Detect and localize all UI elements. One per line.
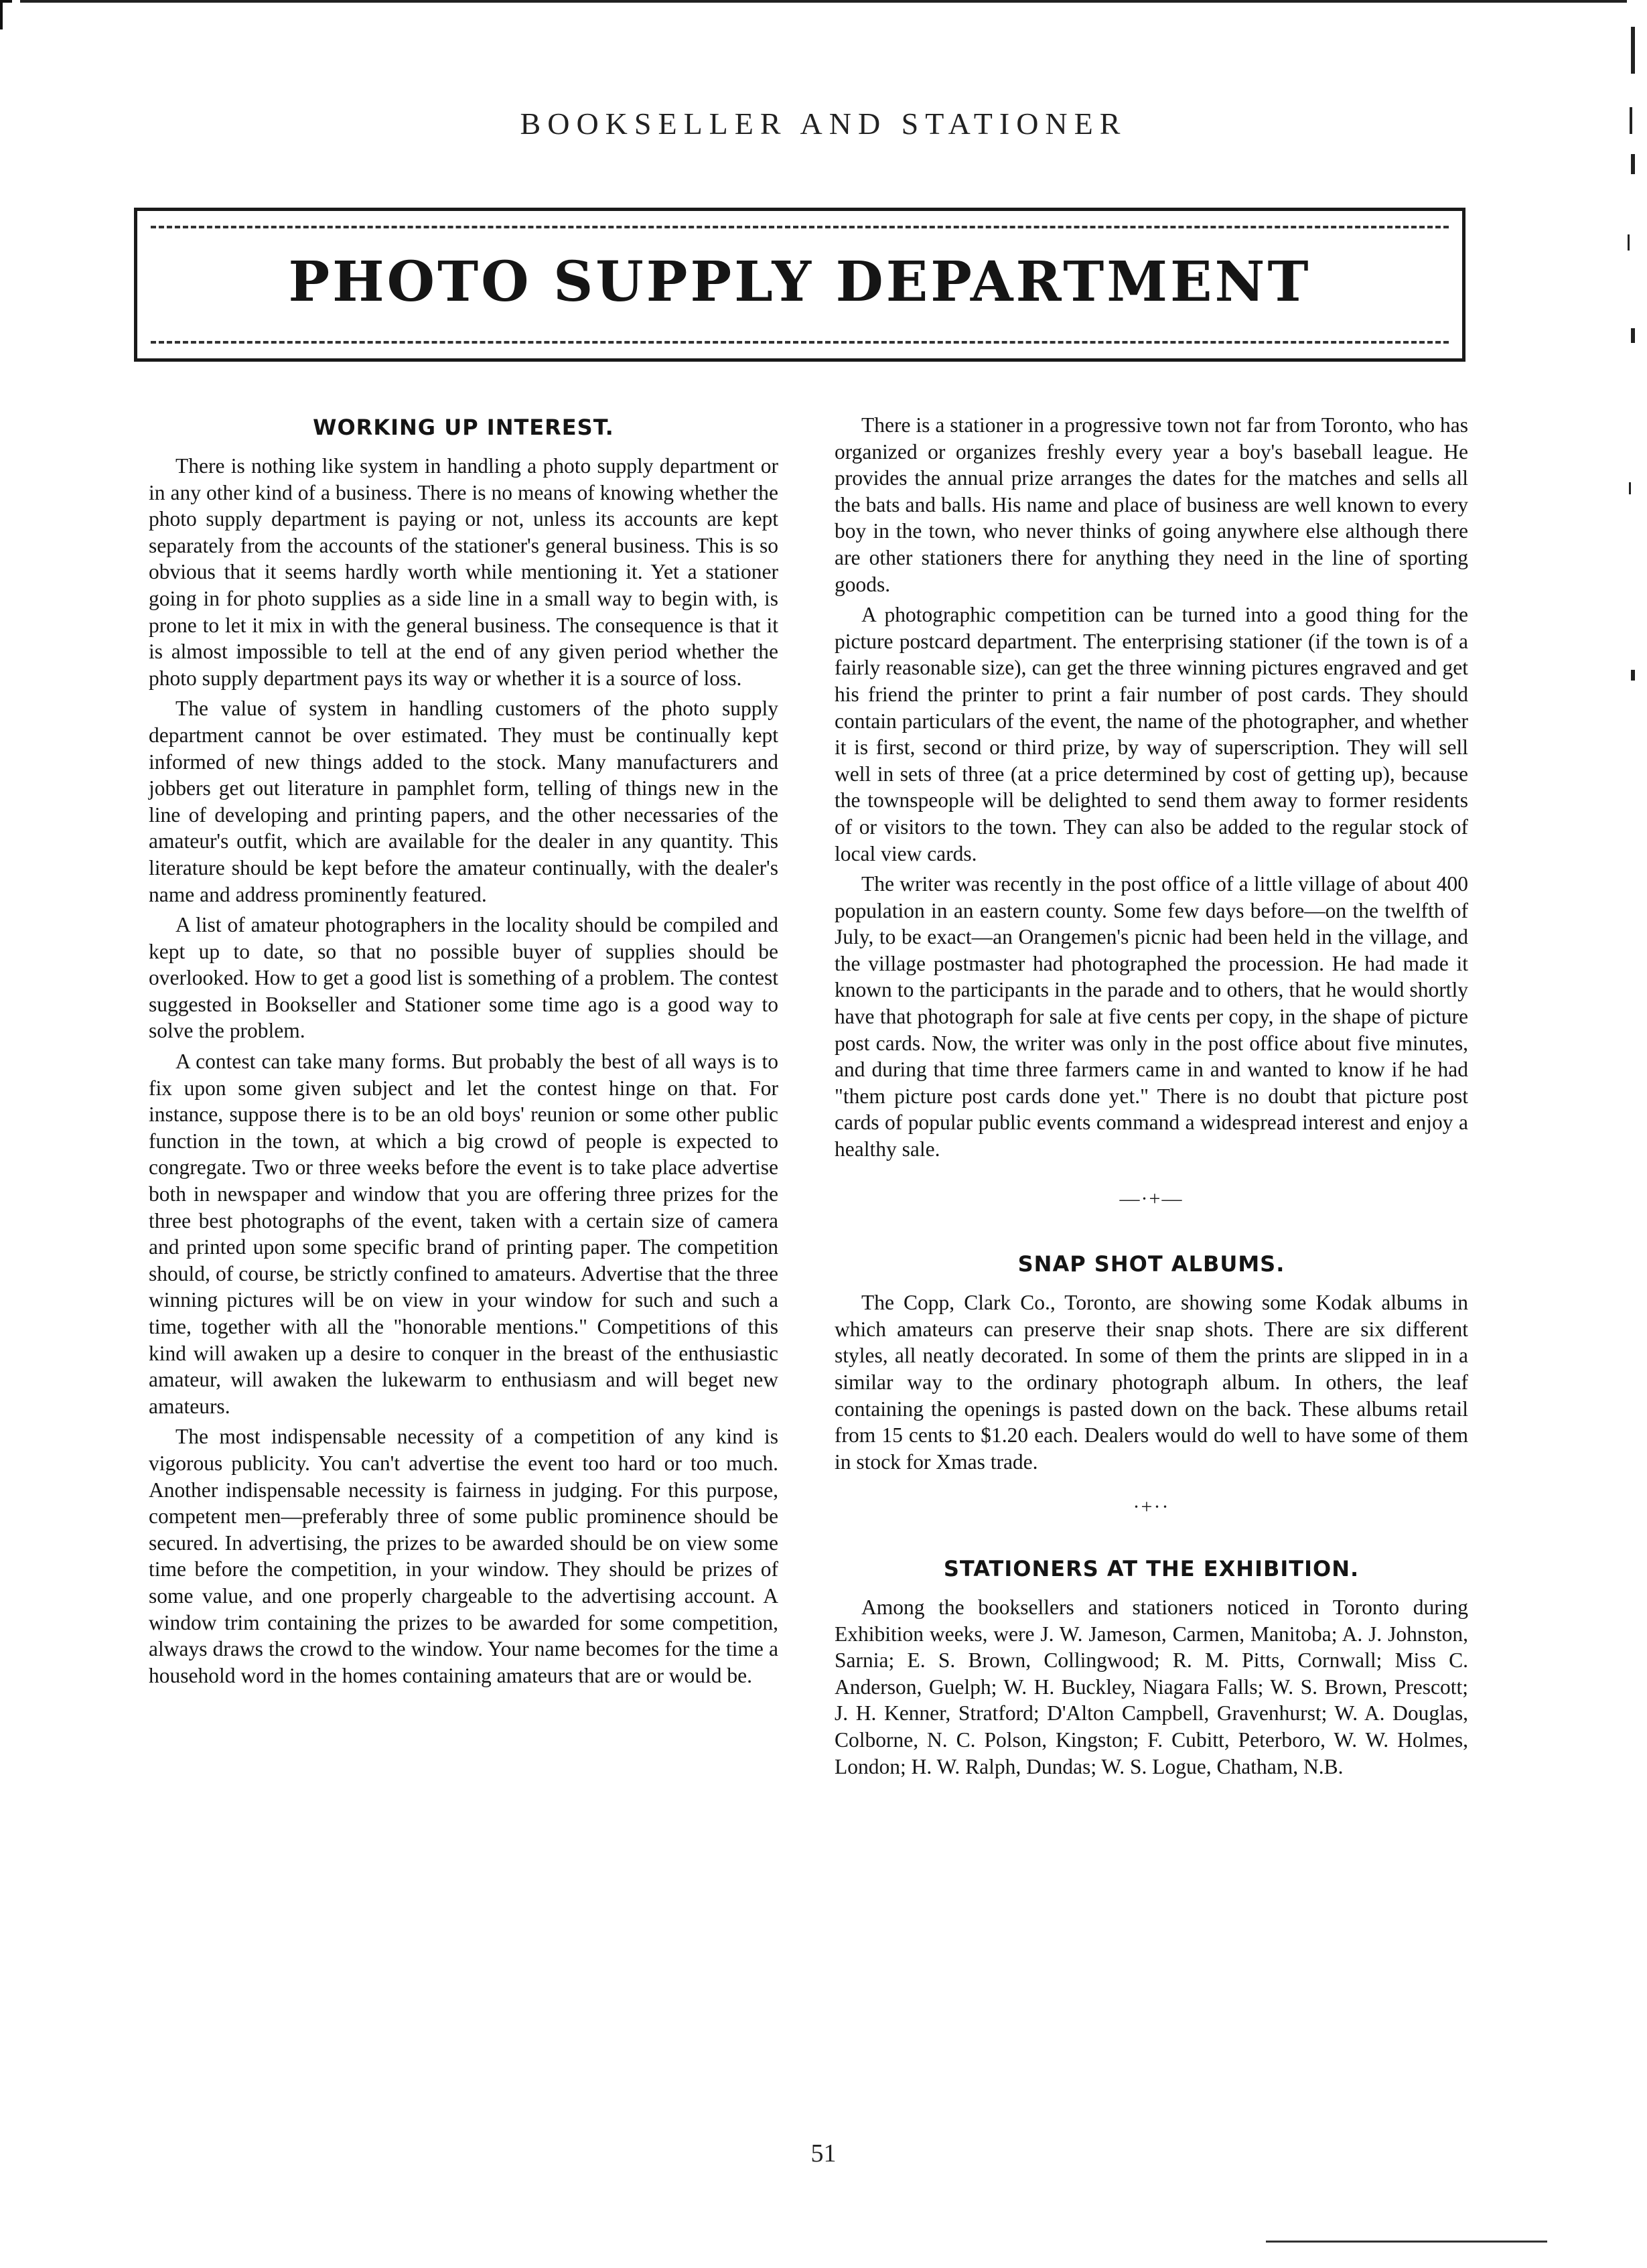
paragraph: There is a stationer in a progressive town not far from Toronto, who has organized or organizes freshly every year a boy's baseball league. He provides the annual prize arranges the dates for the matches and sells all the bats and balls. His name and place of business are well known to every boy in the town, who never thinks of going anywhere else although there are other stationers there for anything they need in the line of sporting goods. — [835, 413, 1468, 596]
top-edge-rule — [20, 0, 1627, 3]
right-column — [835, 412, 1468, 1784]
section-heading-stationers-at-exhibition: STATIONERS AT THE EXHIBITION. — [943, 1555, 1360, 1581]
paragraph: The most indispensable necessity of a competition of any kind is vigorous publicity. You can't advertise the event too hard or too much. Another indispensable necessity is fairness in judging. For this purpose, competent men—preferably three of some public prominence should be secured. In advertising, the prizes to be awarded should be on view some time before the competition, in your window. They should be prizes of some value, and one properly chargeable to the advertising account. A window trim containing the prizes to be awarded for some competition, always draws the crowd to the window. Your name becomes for the time a household word in the homes containing amateurs that are or would be. — [149, 1425, 778, 1687]
paragraph: A photographic competition can be turned into a good thing for the picture postcard department. The enterprising stationer (if the town is of a fairly reasonable size), can get the three winning pictures engraved and get his friend the printer to print a fair number of post cards. They should contain particulars of the event, the name of the photographer, and whether it is first, second or third prize, by way of superscription. They will sell well in sets of three (at a price determined by cost of getting up), because the townspeople will be delighted to send them away to former residents of or visitors to the town. They can also be added to the regular stock of local view cards. — [835, 603, 1468, 865]
page-number: 51 — [810, 2139, 837, 2168]
paragraph: The writer was recently in the post office of a little village of about 400 population in an eastern county. Some few days before—on the twelfth of July, to be exact—an Orangemen's picnic had been held in the village, and the village postmaster had photographed the procession. He had made it known to the participants in the parade and to others, that he would shortly have that photograph for sale at five cents per copy, in the shape of picture post cards. Now, the writer was only in the post office about five minutes, and during that time three farmers came in and wanted to know if he had "them picture post cards done yet." There is no doubt that picture post cards of popular public events command a widespread interest and enjoy a healthy sale. — [835, 872, 1468, 1161]
section-heading-working-up-interest: WORKING UP INTEREST. — [313, 415, 614, 440]
banner-top-rule — [151, 226, 1449, 228]
paragraph: There is nothing like system in handling a photo supply department or in any other kind of a business. There is no means of knowing whether the photo supply department is paying or not, unless its accounts are kept separately from the accounts of the stationer's general business. This is so obvious that it seems hardly worth while mentioning it. Yet a stationer going in for photo supplies as a side line in a small way to begin with, is prone to let it mix in with the general business. The consequence is that it is almost impossible to tell at the end of any given period whether the photo supply department pays its way or whether it is a source of loss. — [149, 454, 778, 690]
page-corner-mark — [0, 0, 12, 29]
title-banner — [134, 208, 1465, 362]
paragraph: A list of amateur photographers in the locality should be compiled and kept up to date, so that no possible buyer of supplies should be overlooked. How to get a good list is something of a problem. The contest suggested in Bookseller and Stationer some time ago is a good way to solve the problem. — [149, 913, 778, 1043]
running-head: BOOKSELLER AND STATIONER — [520, 107, 1127, 141]
section-ornament: —·+— — [1119, 1187, 1184, 1210]
banner-bottom-rule — [151, 341, 1449, 344]
paragraph: Among the booksellers and stationers noticed in Toronto during Exhibition weeks, were J. W. Jameson, Carmen, Manitoba; A. J. Johnston, Sarnia; E. S. Brown, Collingwood; R. M. Pitts, Cornwall; Miss C. Anderson, Guelph; W. H. Buckley, Niagara Falls; W. S. Brown, Prescott; J. H. Kenner, Stratford; D'Alton Campbell, Gravenhurst; W. A. Douglas, Colborne, N. C. Polson, Kingston; F. Cubitt, Peterboro, W. W. Holmes, London; H. W. Ralph, Dundas; W. S. Logue, Chatham, N.B. — [835, 1595, 1468, 1778]
page-title: PHOTO SUPPLY DEPARTMENT — [288, 250, 1311, 314]
left-column — [149, 414, 778, 1693]
section-heading-snap-shot-albums: SNAP SHOT ALBUMS. — [1017, 1251, 1285, 1277]
paragraph: The value of system in handling customers of the photo supply department cannot be over estimated. They must be continually kept informed of new things added to the stock. Many manufacturers and jobbers get out literature in pamphlet form, telling of things new in the line of developing and printing papers, and the other necessaries of the amateur's outfit, which are available for the dealer in any quantity. This literature should be kept before the amateur continually, with the dealer's name and address prominently featured. — [149, 697, 778, 906]
section-ornament: ·+·· — [1133, 1496, 1170, 1518]
paragraph: The Copp, Clark Co., Toronto, are showing some Kodak albums in which amateurs can preserve their snap shots. There are six different styles, all neatly decorated. In some of them the prints are slipped in in a similar way to the ordinary photograph album. In others, the leaf containing the openings is pasted down on the back. These albums retail from 15 cents to $1.20 each. Dealers would do well to have some of them in stock for Xmas trade. — [835, 1291, 1468, 1474]
paragraph: A contest can take many forms. But probably the best of all ways is to fix upon some given subject and let the contest hinge on that. For instance, suppose there is to be an old boys' reunion or some other public function in the town, at which a big crowd of people is expected to congregate. Two or three weeks before the event is to take place advertise both in newspaper and window that you are offering three prizes for the three best photographs of the event, taken with a certain size of camera and printed upon some specific brand of printing paper. The competition should, of course, be strictly confined to amateurs. Advertise that the three winning pictures will be on view in your window for such and such a time, together with all the "honorable mentions." Competitions of this kind will awaken up a desire to conquer in the breast of the enthusiastic amateur, will awaken the lukewarm to enthusiasm and will beget new amateurs. — [149, 1050, 778, 1418]
bottom-edge-rule — [1266, 2241, 1547, 2243]
